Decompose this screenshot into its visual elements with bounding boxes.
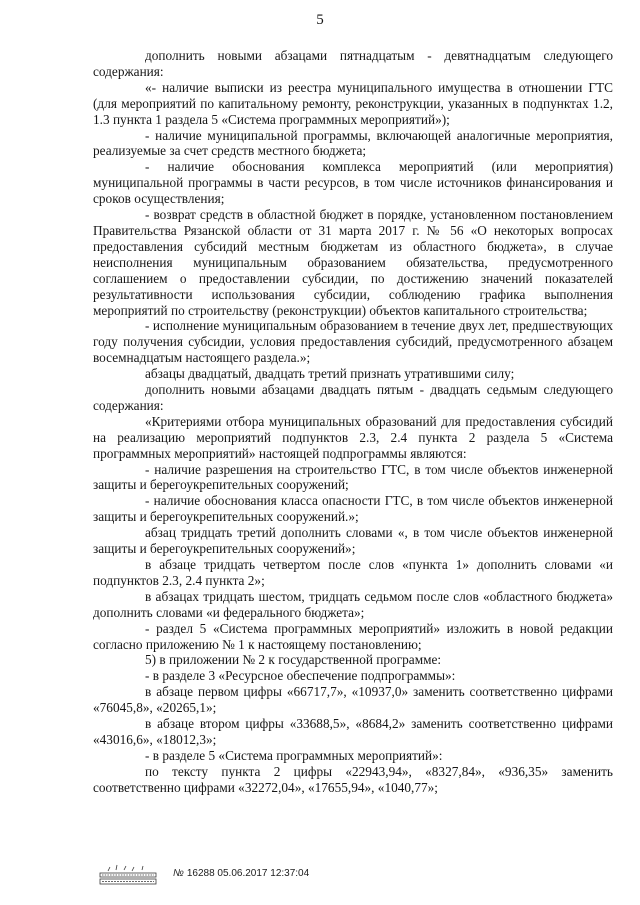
paragraph: - возврат средств в областной бюджет в порядке, установленном постановлением Правительства Рязанской области от 31 марта 2017 г. № 56 «О некоторых вопросах предоставления субсидий местным бюджетам из областного бюджета», в случае неисполнения муниципальным образованием обязательства, предусмотренного соглашением о предоставлении субсидии, по достижению значений показателей результативности использования субсидии, соблюдению графика выполнения мероприятий по строительству (реконструкции) объектов капитального строительства; bbox=[93, 207, 613, 318]
number-sign: № bbox=[173, 868, 184, 879]
paragraph: в абзаце втором цифры «33688,5», «8684,2» заменить соответственно цифрами «43016,6», «18012,3»; bbox=[93, 716, 613, 747]
paragraph: в абзаце тридцать четвертом после слов «пункта 1» дополнить словами «и подпунктов 2.3, 2.4 пункта 2»; bbox=[93, 557, 613, 588]
paragraph: - в разделе 3 «Ресурсное обеспечение подпрограммы»: bbox=[145, 668, 456, 684]
paragraph: «Критериями отбора муниципальных образований для предоставления субсидий на реализацию мероприятий подпунктов 2.3, 2.4 пункта 2 раздела 5 «Система программных мероприятий» настоящей подпрограммы являются: bbox=[93, 413, 613, 461]
paragraph: дополнить новыми абзацами пятнадцатым - девятнадцатым следующего содержания: bbox=[93, 48, 613, 79]
paragraph: - наличие обоснования класса опасности ГТС, в том числе объектов инженерной защиты и берегоукрепительных сооружений.»; bbox=[93, 493, 613, 525]
paragraph: в абзацах тридцать шестом, тридцать седьмом после слов «областного бюджета» дополнить словами «и федерального бюджета»; bbox=[93, 588, 613, 620]
paragraph: - раздел 5 «Система программных мероприятий» изложить в новой редакции согласно приложению № 1 к настоящему постановлению; bbox=[93, 620, 613, 652]
paragraph: - наличие обоснования комплекса мероприятий (или мероприятия) муниципальной программы в части ресурсов, в том числе источников финансирования и сроков осуществления; bbox=[93, 159, 613, 207]
paragraph: - исполнение муниципальным образованием в течение двух лет, предшествующих году получения субсидии, условия предоставления субсидий, предусмотренного абзацем восемнадцатым настоящего раздела.»; bbox=[93, 318, 613, 366]
document-body bbox=[93, 48, 613, 796]
registry-logo-icon bbox=[98, 864, 158, 886]
paragraph: 5) в приложении № 2 к государственной программе: bbox=[145, 652, 442, 668]
paragraph: дополнить новыми абзацами двадцать пятым - двадцать седьмым следующего содержания: bbox=[93, 382, 613, 413]
paragraph: абзацы двадцатый, двадцать третий признать утратившими силу; bbox=[145, 366, 515, 382]
page-number: 5 bbox=[316, 12, 324, 28]
paragraph: абзац тридцать третий дополнить словами «, в том числе объектов инженерной защиты и берегоукрепительных сооружений»; bbox=[93, 525, 613, 557]
registration-number-date: 16288 05.06.2017 12:37:04 bbox=[186, 868, 310, 879]
paragraph: в абзаце первом цифры «66717,7», «10937,0» заменить соответственно цифрами «76045,8», «20265,1»; bbox=[93, 684, 613, 716]
registration-stamp bbox=[173, 868, 309, 879]
paragraph: - наличие муниципальной программы, включающей аналогичные мероприятия, реализуемые за счет средств местного бюджета; bbox=[93, 127, 613, 159]
paragraph: - наличие разрешения на строительство ГТС, в том числе объектов инженерной защиты и берегоукрепительных сооружений; bbox=[93, 461, 613, 493]
paragraph: по тексту пункта 2 цифры «22943,94», «8327,84», «936,35» заменить соответственно цифрами «32272,04», «17655,94», «1040,77»; bbox=[93, 763, 613, 795]
paragraph: - в разделе 5 «Система программных мероприятий»: bbox=[145, 747, 443, 763]
paragraph: «- наличие выписки из реестра муниципального имущества в отношении ГТС (для мероприятий по капитальному ремонту, реконструкции, указанных в подпунктах 1.2, 1.3 пункта 1 раздела 5 «Система программных мероприятий»); bbox=[93, 79, 613, 127]
